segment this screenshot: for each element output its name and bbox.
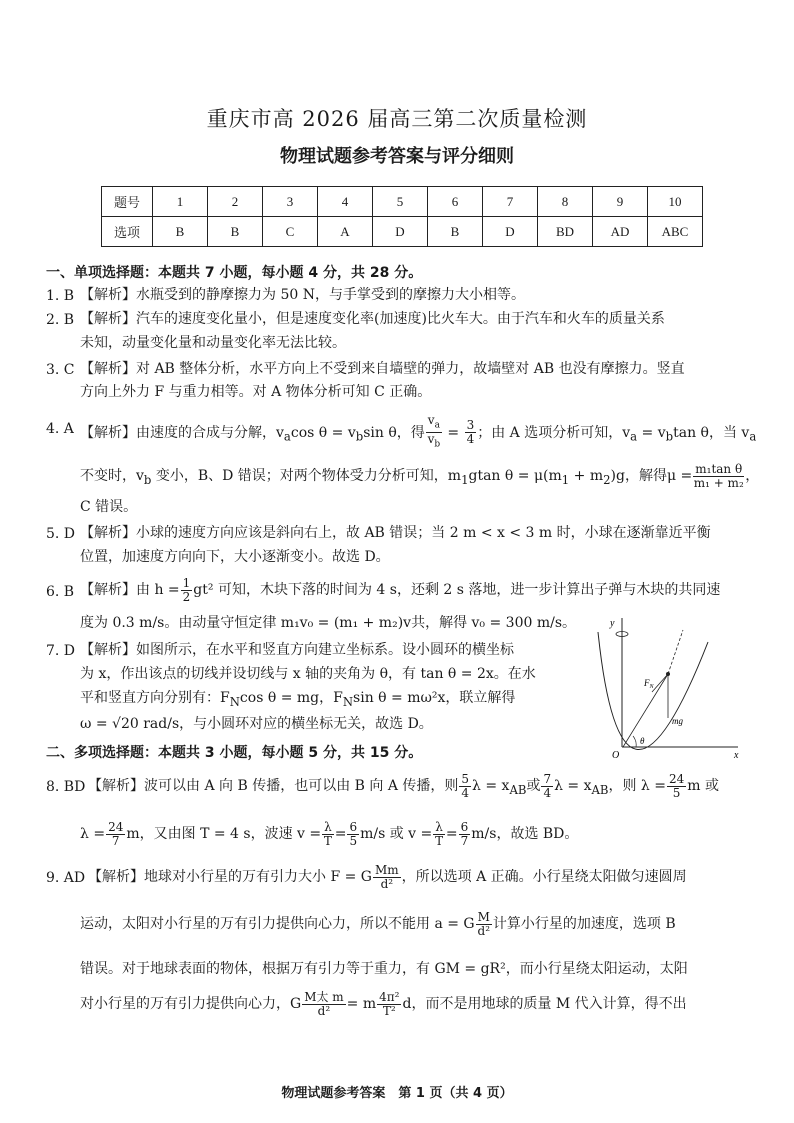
text-run: 不变时，v — [80, 468, 144, 484]
table-cell: 5 — [373, 187, 428, 217]
text-run: ；由 A 选项分析可知，v — [477, 424, 631, 441]
origin-label: O — [612, 750, 620, 760]
text-run: tan θ，当 v — [673, 424, 750, 441]
fn-label — [643, 678, 655, 690]
fraction — [433, 821, 445, 848]
subscript: AB — [591, 782, 609, 797]
fn-subscript: N — [649, 684, 654, 690]
text-run: ，则 λ = — [608, 778, 666, 794]
table-cell: AD — [593, 217, 648, 247]
subscript: N — [229, 694, 240, 709]
denominator: 4 — [461, 785, 470, 800]
mg-label: mg — [672, 716, 683, 726]
table-cell: B — [153, 217, 208, 247]
table-cell: 2 — [208, 187, 263, 217]
question-text: 错误。对于地球表面的物体，根据万有引力等于重力，有 GM = gR²，而小行星绕太阳运动，太阳 — [80, 961, 688, 977]
page-title: 重庆市高 2026 届高三第二次质量检测 — [206, 107, 588, 131]
denominator: 2 — [182, 589, 191, 604]
subscript: AB — [509, 782, 527, 797]
question-text: ω = √20 rad/s，与小圆环对应的横坐标无关，故选 D。 — [80, 716, 433, 732]
ring — [666, 672, 670, 676]
denominator: v — [427, 432, 435, 447]
tangent-dashed — [668, 630, 683, 674]
text-run: m，又由图 T = 4 s，波速 v = — [126, 826, 322, 842]
fraction — [541, 773, 553, 800]
question-text: 位置，加速度方向向下，大小逐渐变小。故选 D。 — [80, 549, 390, 565]
text-run: gtan θ = μ(m — [468, 468, 562, 484]
text-run: 【解析】地球对小行星的万有引力大小 F = G — [88, 869, 372, 885]
fraction — [476, 911, 492, 938]
text-run: 或 — [526, 778, 541, 794]
text-run: = v — [637, 424, 666, 441]
subscript: 1 — [461, 472, 469, 487]
table-cell: 3 — [263, 187, 318, 217]
numerator: 5 — [461, 771, 470, 786]
text-run: 【解析】由速度的合成与分解，v — [80, 424, 284, 441]
numerator: 6 — [460, 819, 469, 834]
text-run: ，所以选项 A 正确。小行星绕太阳做匀速圆周 — [401, 869, 687, 885]
text-run: = — [442, 424, 464, 441]
question-text: 度为 0.3 m/s。由动量守恒定律 m₁v₀ = (m₁ + m₂)v共，解得 v₀ = 300 m/s。 — [80, 615, 577, 631]
text-run: 【解析】波可以由 A 向 B 传播，也可以由 B 向 A 传播，则 — [88, 778, 459, 794]
fraction — [465, 419, 477, 446]
subscript: a — [283, 429, 291, 444]
angle-arc — [633, 736, 636, 747]
denominator: T² — [382, 1003, 396, 1018]
table-cell: B — [428, 217, 483, 247]
question-text — [80, 691, 515, 709]
table-cell: BD — [538, 217, 593, 247]
question-text — [80, 576, 720, 604]
question-text — [88, 863, 687, 891]
fraction — [347, 821, 359, 848]
answer-table — [101, 186, 703, 247]
text-run: 平和竖直方向分别有：F — [80, 690, 230, 706]
text-run: m/s 或 v = — [360, 826, 433, 842]
question-text — [88, 772, 719, 804]
fraction — [459, 821, 471, 848]
question-text — [80, 910, 676, 938]
subscript: a — [630, 429, 638, 444]
x-label: x — [734, 750, 739, 760]
table-row-label: 选项 — [102, 217, 153, 247]
denominator: 4 — [543, 785, 552, 800]
question-number: 9. AD — [46, 870, 86, 886]
numerator: 1 — [182, 575, 191, 590]
denominator: 4 — [466, 432, 475, 447]
table-cell: 9 — [593, 187, 648, 217]
text-run: )g，解得μ = — [610, 468, 693, 484]
question-text: 【解析】水瓶受到的静摩擦力为 50 N，与手掌受到的摩擦力大小相等。 — [80, 287, 525, 303]
fraction — [377, 991, 401, 1018]
question-text: 方向上外力 F 与重力相等。对 A 物体分析可知 C 正确。 — [80, 384, 432, 400]
subscript: 2 — [603, 472, 611, 487]
section-heading-multi: 二、多项选择题：本题共 3 小题，每小题 5 分，共 15 分。 — [46, 745, 423, 761]
fraction — [302, 991, 345, 1018]
table-cell: ABC — [648, 217, 703, 247]
text-run: λ = x — [472, 778, 510, 794]
fraction — [322, 821, 334, 848]
table-row-label: 题号 — [102, 187, 153, 217]
subscript: a — [749, 429, 757, 444]
question-text: 为 x，作出该点的切线并设切线与 x 轴的夹角为 θ，有 tan θ = 2x。在水 — [80, 666, 536, 682]
denominator: d² — [317, 1003, 331, 1018]
table-row-numbers — [102, 187, 703, 217]
question-text — [80, 414, 756, 452]
page-footer: 物理试题参考答案 第 1 页（共 4 页） — [281, 1086, 513, 1101]
subscript: b — [665, 429, 674, 444]
section-heading-single: 一、单项选择题：本题共 7 小题，每小题 4 分，共 28 分。 — [46, 265, 423, 281]
fraction — [426, 414, 442, 452]
fraction — [106, 821, 125, 848]
subscript: b — [434, 439, 441, 450]
denominator: T — [435, 833, 444, 848]
table-cell: A — [318, 217, 373, 247]
fraction — [373, 864, 401, 891]
subscript: b — [355, 429, 364, 444]
question-text — [80, 990, 687, 1018]
question-number: 2. B — [46, 312, 75, 328]
question-text: 未知，动量变化量和动量变化率无法比较。 — [80, 335, 346, 351]
text-run: λ = x — [554, 778, 592, 794]
normal-force-arrow — [652, 674, 668, 692]
table-cell: 10 — [648, 187, 703, 217]
table-cell: 6 — [428, 187, 483, 217]
question-text — [80, 820, 578, 848]
denominator: 7 — [460, 833, 469, 848]
question-text: 【解析】小球的速度方向应该是斜向右上，故 AB 错误；当 2 m < x < 3 m 时，小球在逐渐靠近平衡 — [80, 525, 711, 541]
numerator: 24 — [108, 819, 124, 834]
text-run: sin θ = mω²x，联立解得 — [353, 690, 516, 706]
question-number: 1. B — [46, 288, 75, 304]
table-cell: 8 — [538, 187, 593, 217]
text-run: 计算小行星的加速度，选项 B — [492, 916, 676, 932]
denominator: d² — [477, 923, 491, 938]
table-cell: B — [208, 217, 263, 247]
denominator: 5 — [672, 785, 681, 800]
numerator: m₁tan θ — [695, 461, 743, 476]
question-text: 不变时，$v_b$ 变小，B、D 错误；对两个物体受力分析可知，$m_1gtan$ $\theta = \mu(m_1 + m_2)g$，解得μ = $\frac{\text{m₁tan θ}}{\text{m₁ + m₂}}$ ， — [80, 461, 760, 490]
numerator: λ — [324, 819, 332, 834]
question-number: 8. BD — [46, 779, 86, 795]
numerator: v — [427, 413, 435, 427]
denominator: T — [323, 833, 332, 848]
table-cell: D — [373, 217, 428, 247]
text-run: cos θ = mg，F — [239, 690, 343, 706]
numerator: 7 — [543, 771, 552, 786]
question-text: C 错误。 — [80, 499, 138, 515]
denominator: m₁ + m₂ — [693, 475, 744, 490]
question-text: 【解析】对 AB 整体分析，水平方向上不受到来自墙壁的弹力，故墙壁对 AB 也没有摩擦力。竖直 — [80, 361, 685, 377]
subscript: a — [434, 420, 440, 431]
text-run: 【解析】由 h = — [80, 582, 180, 598]
fn-text: F — [644, 678, 650, 688]
text-run: = — [334, 826, 347, 842]
text-run: cos θ = v — [290, 424, 356, 441]
text-run: sin θ，得 — [363, 424, 425, 441]
numerator: Mm — [374, 862, 399, 877]
question-number: 5. D — [46, 526, 76, 542]
fraction — [693, 463, 744, 490]
question-number: 3. C — [46, 362, 75, 378]
table-cell: 4 — [318, 187, 373, 217]
denominator: d² — [380, 876, 394, 891]
text-run: 运动，太阳对小行星的万有引力提供向心力，所以不能用 a = G — [80, 916, 475, 932]
numerator: 6 — [349, 819, 358, 834]
numerator: M — [477, 909, 490, 924]
text-run: m/s，故选 BD。 — [471, 826, 579, 842]
text-run: 变小，B、D 错误；对两个物体受力分析可知，m — [151, 468, 462, 484]
subscript: b — [143, 472, 152, 487]
text-run: λ = — [80, 826, 106, 842]
question-text: 【解析】如图所示，在水平和竖直方向建立坐标系。设小圆环的横坐标 — [80, 642, 514, 658]
text-run: = m — [346, 996, 377, 1012]
text-run: d，而不是用地球的质量 M 代入计算，得不出 — [402, 996, 687, 1012]
table-row-answers — [102, 217, 703, 247]
numerator: 4π² — [379, 989, 400, 1004]
question-number: 7. D — [46, 643, 76, 659]
denominator: 7 — [111, 833, 120, 848]
table-cell: D — [483, 217, 538, 247]
fraction — [181, 577, 193, 604]
page-subtitle: 物理试题参考答案与评分细则 — [280, 146, 514, 167]
fraction — [667, 773, 686, 800]
fraction — [459, 773, 471, 800]
table-cell: 1 — [153, 187, 208, 217]
question-number: 6. B — [46, 584, 75, 600]
table-cell: 7 — [483, 187, 538, 217]
theta-label: θ — [640, 736, 645, 746]
numerator: M太 m — [304, 989, 344, 1004]
text-run: 对小行星的万有引力提供向心力，G — [80, 996, 302, 1012]
subscript: N — [342, 694, 354, 709]
parabola-figure — [588, 612, 748, 760]
text-run: gt² 可知，木块下落的时间为 4 s，还剩 2 s 落地，进一步计算出子弹与木块的共同速 — [193, 582, 721, 598]
text-run: = — [445, 826, 458, 842]
question-text: 【解析】汽车的速度变化量小，但是速度变化率(加速度)比火车大。由于汽车和火车的质量关系 — [80, 311, 665, 327]
question-number: 4. A — [46, 421, 74, 437]
text-run: m 或 — [687, 778, 719, 794]
numerator: 24 — [668, 771, 685, 786]
denominator: 5 — [349, 833, 358, 848]
numerator: 3 — [466, 418, 475, 433]
y-label: y — [610, 618, 615, 629]
subscript: 1 — [561, 472, 570, 487]
text-run: + m — [569, 468, 604, 484]
numerator: λ — [435, 819, 443, 834]
table-cell: C — [263, 217, 318, 247]
